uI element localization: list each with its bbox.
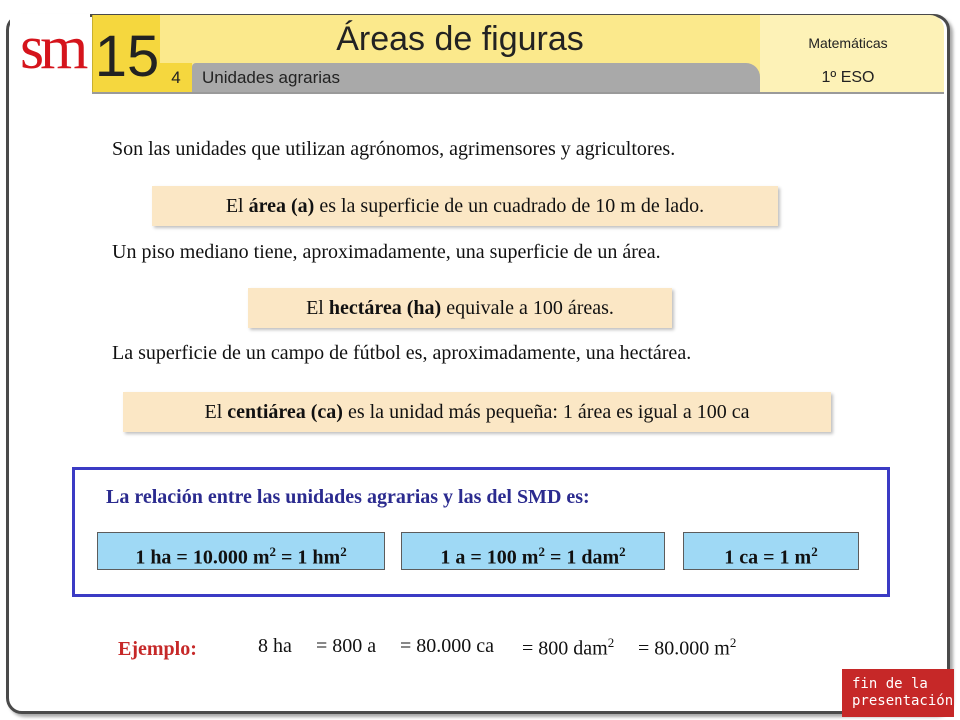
- eq-ha-exp2: 2: [340, 544, 347, 559]
- area-def-pre: El: [225, 195, 249, 217]
- example-term-1: 8 ha: [258, 635, 292, 657]
- example-term-5: [638, 635, 736, 661]
- example-term-4: [522, 635, 614, 661]
- example-term-2: = 800 a: [316, 635, 377, 657]
- area-definition: [152, 186, 778, 226]
- centiarea-def-post: es la unidad más pequeña: 1 área es igual a 100 ca: [342, 401, 750, 423]
- equation-ha: [97, 532, 385, 570]
- hectarea-definition: [248, 288, 672, 328]
- area-def-term: área (a): [248, 195, 315, 217]
- eq-ha-part2: = 1 hm: [276, 546, 341, 569]
- logo-text: sm: [20, 14, 85, 82]
- unit-number: 15: [94, 24, 160, 89]
- hectarea-def-term: hectárea (ha): [328, 297, 442, 319]
- page-title: Áreas de figuras: [336, 20, 584, 58]
- centiarea-def-term: centiárea (ca): [227, 401, 343, 423]
- end-presentation-button[interactable]: [842, 669, 954, 717]
- unit-number-box: [92, 15, 161, 93]
- equation-ca: [683, 532, 859, 570]
- subject-label: Matemáticas: [808, 35, 888, 51]
- centiarea-definition: [123, 392, 831, 432]
- course-info-box: [760, 15, 944, 93]
- header-divider: [92, 92, 944, 94]
- eq-ca-exp: 2: [811, 544, 818, 559]
- eq-a-exp2: 2: [619, 544, 626, 559]
- example-term-4-text: = 800 dam: [522, 637, 608, 660]
- section-number: 4: [160, 63, 192, 93]
- hectarea-note: La superficie de un campo de fútbol es, aproximadamente, una hectárea.: [112, 342, 692, 364]
- example-label: Ejemplo:: [118, 638, 197, 660]
- hectarea-def-post: equivale a 100 áreas.: [441, 297, 614, 319]
- centiarea-def-pre: El: [204, 401, 228, 423]
- example-term-3: = 80.000 ca: [400, 635, 495, 657]
- smd-relation-title: La relación entre las unidades agrarias y las del SMD es:: [106, 486, 590, 508]
- eq-ha-part1: 1 ha = 10.000 m: [135, 546, 270, 569]
- intro-text: Son las unidades que utilizan agrónomos, agrimensores y agricultores.: [112, 138, 676, 160]
- area-def-post: es la superficie de un cuadrado de 10 m de lado.: [314, 195, 705, 217]
- example-term-5-exp: 2: [729, 635, 737, 650]
- title-bar: [160, 15, 760, 63]
- eq-ha-exp1: 2: [269, 544, 276, 559]
- end-button-line2: presentación: [852, 693, 954, 709]
- area-note: Un piso mediano tiene, aproximadamente, una superficie de un área.: [112, 241, 661, 263]
- eq-ca-part1: 1 ca = 1 m: [724, 546, 812, 569]
- eq-a-part1: 1 a = 100 m: [440, 546, 539, 569]
- section-title: Unidades agrarias: [192, 63, 760, 93]
- example-term-5-text: = 80.000 m: [638, 637, 730, 660]
- example-term-4-exp: 2: [607, 635, 615, 650]
- eq-a-part2: = 1 dam: [544, 546, 620, 569]
- hectarea-def-pre: El: [306, 297, 329, 319]
- course-label: 1º ESO: [821, 69, 875, 86]
- equation-a: [401, 532, 665, 570]
- end-button-line1: fin de la: [852, 676, 928, 692]
- eq-a-exp1: 2: [538, 544, 545, 559]
- sm-logo: [10, 14, 90, 88]
